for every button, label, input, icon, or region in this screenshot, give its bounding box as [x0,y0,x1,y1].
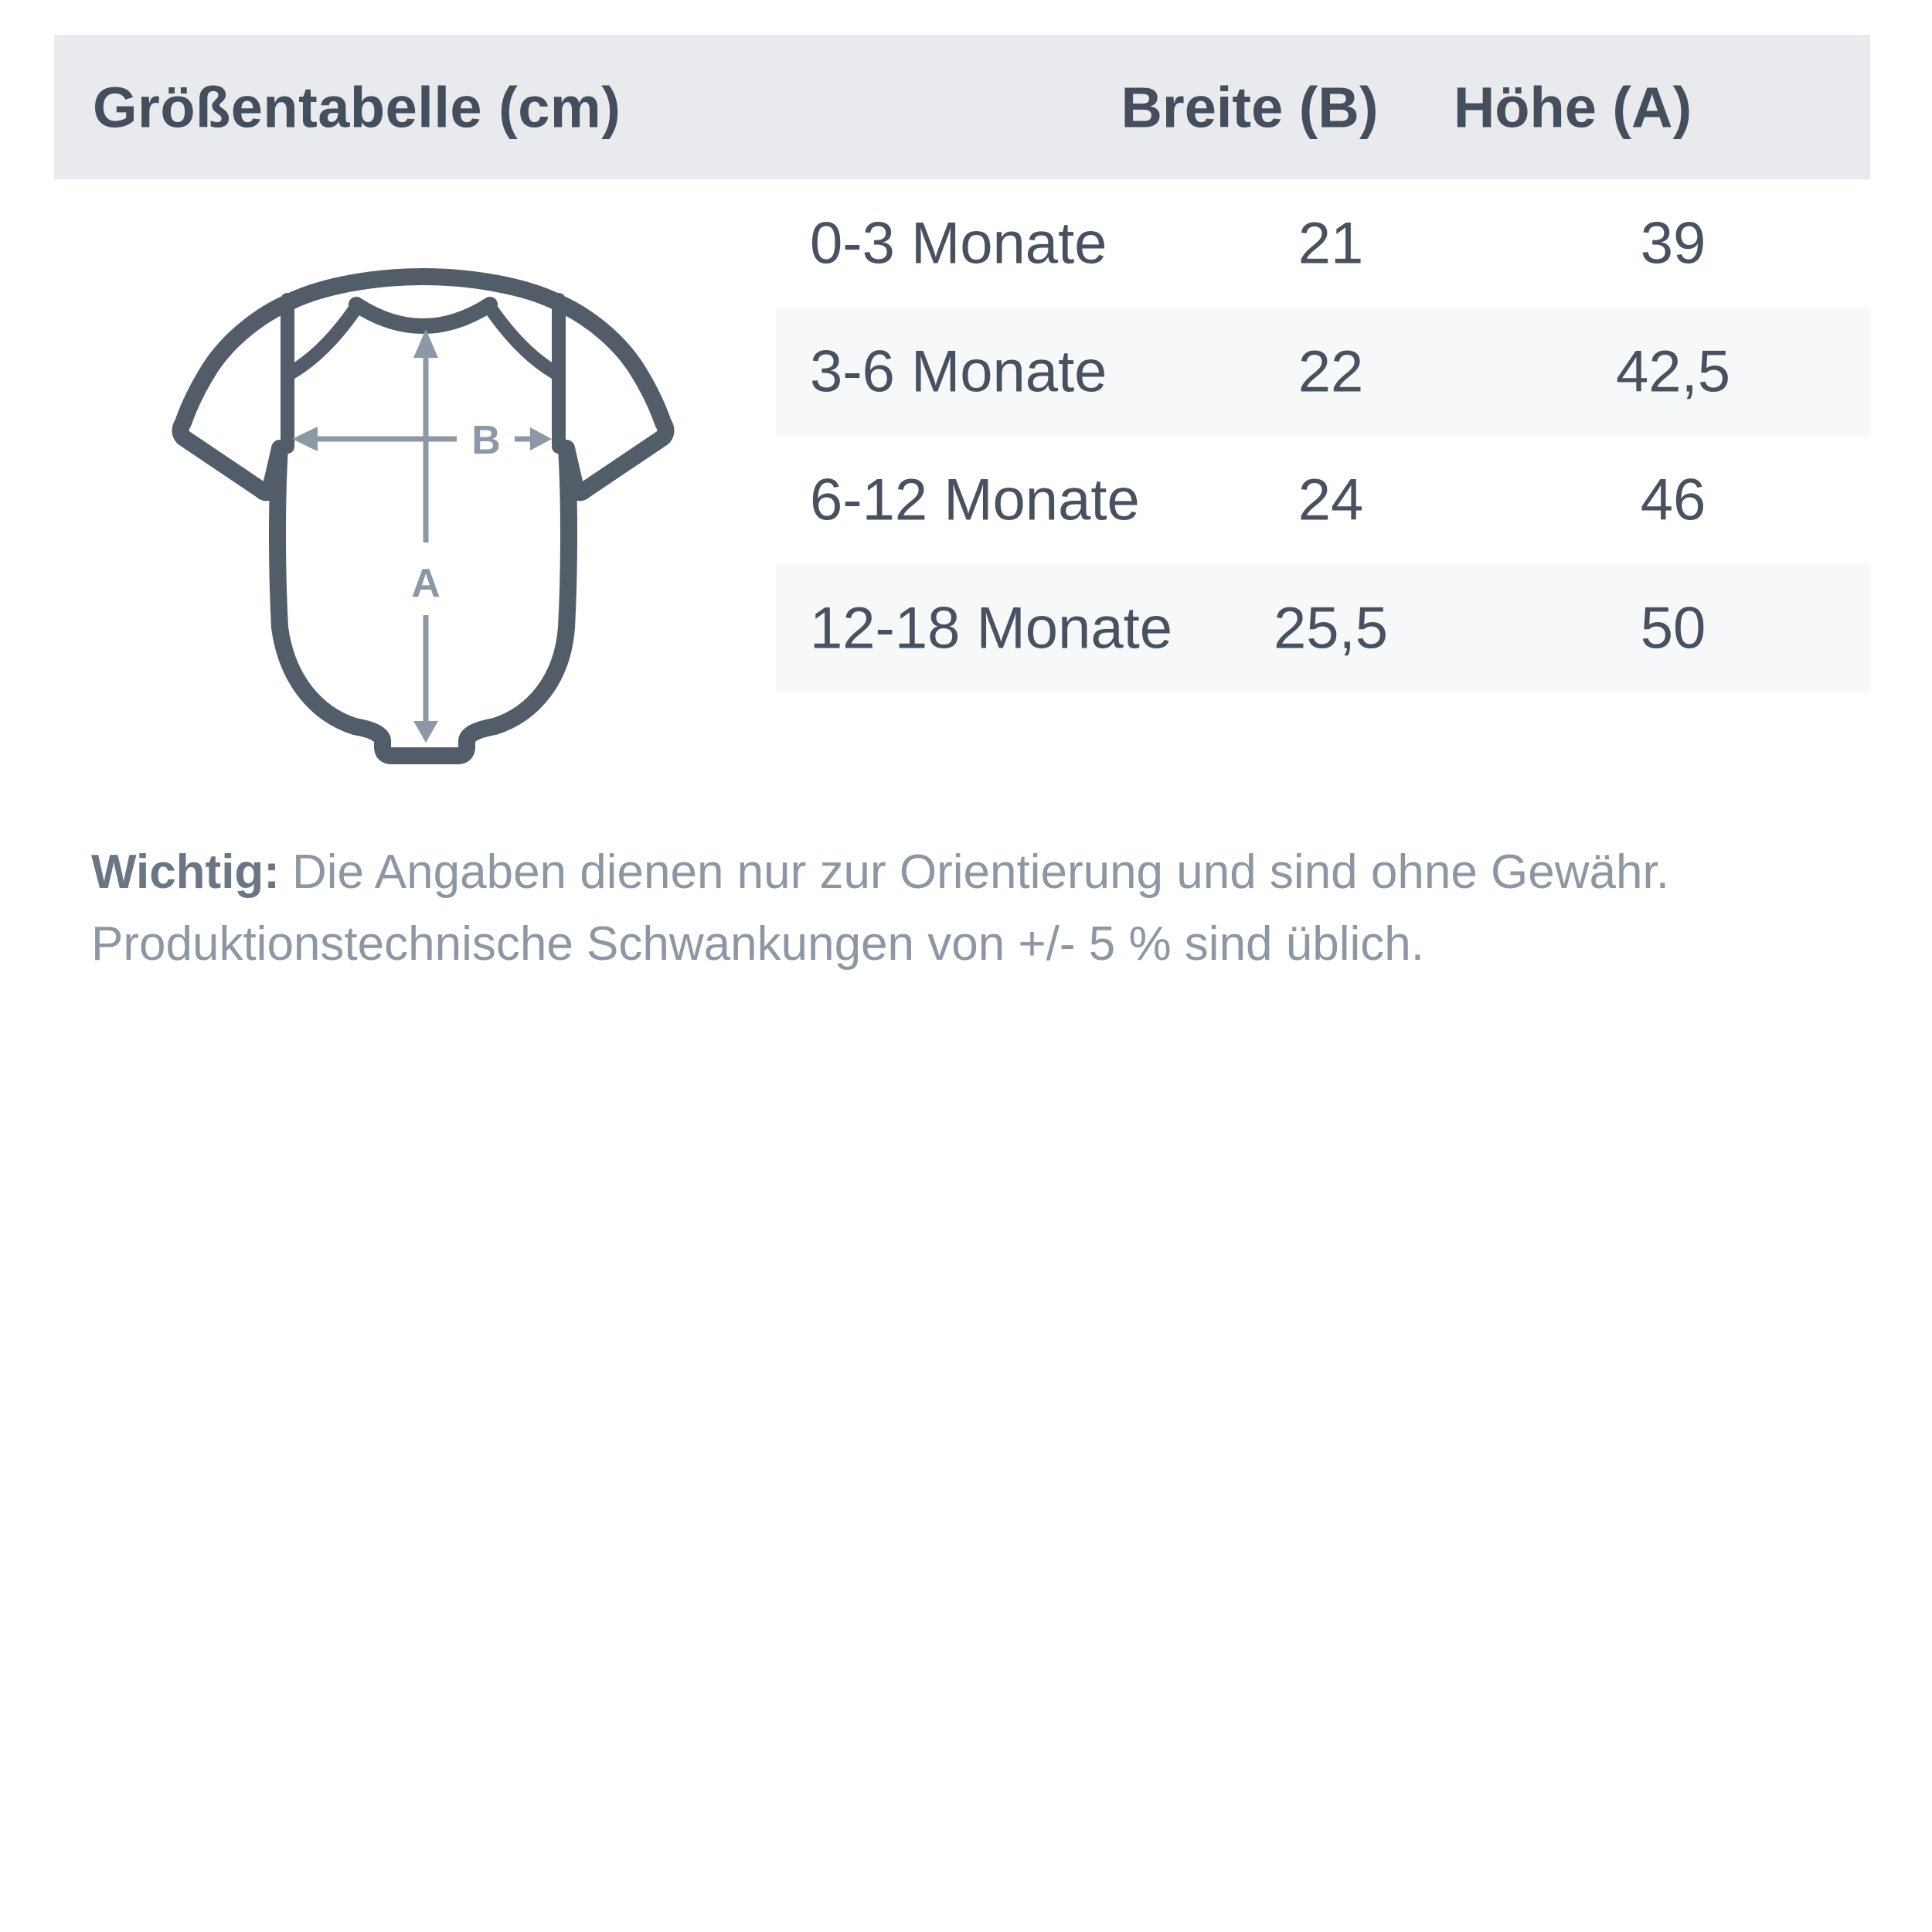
breite-value: 25,5 [1274,595,1388,662]
size-label: 12-18 Monate [810,595,1172,662]
table-row [776,179,1870,308]
height-label-a: A [411,561,440,606]
column-header-breite: Breite (B) [1121,75,1379,139]
disclaimer-text-2: Produktionstechnische Schwankungen von +/- 5 % sind üblich. [91,917,1424,971]
page-title: Größentabelle (cm) [93,75,621,139]
breite-value: 24 [1298,467,1364,533]
table-row [776,308,1870,436]
column-header-hoehe: Höhe (A) [1453,75,1692,139]
disclaimer-prefix: Wichtig: [91,845,280,899]
disclaimer-line-2 [91,908,1884,980]
table-header-band [54,35,1870,179]
table-row [776,564,1870,692]
size-label: 6-12 Monate [810,467,1140,533]
disclaimer-text-1: Die Angaben dienen nur zur Orientierung und sind ohne Gewähr. [291,845,1669,899]
hoehe-value: 42,5 [1616,338,1730,405]
table-row [776,436,1870,564]
baby-bodysuit-icon [174,266,672,776]
hoehe-value: 39 [1640,210,1706,277]
breite-value: 22 [1298,338,1364,405]
disclaimer-line-1 [91,836,1884,908]
breite-value: 21 [1298,210,1364,277]
size-label: 0-3 Monate [810,210,1107,277]
disclaimer-note [91,836,1884,980]
hoehe-value: 50 [1640,595,1706,662]
size-label: 3-6 Monate [810,338,1107,405]
baby-bodysuit-diagram [174,266,672,776]
hoehe-value: 46 [1640,467,1706,533]
width-label-b: B [471,418,501,463]
